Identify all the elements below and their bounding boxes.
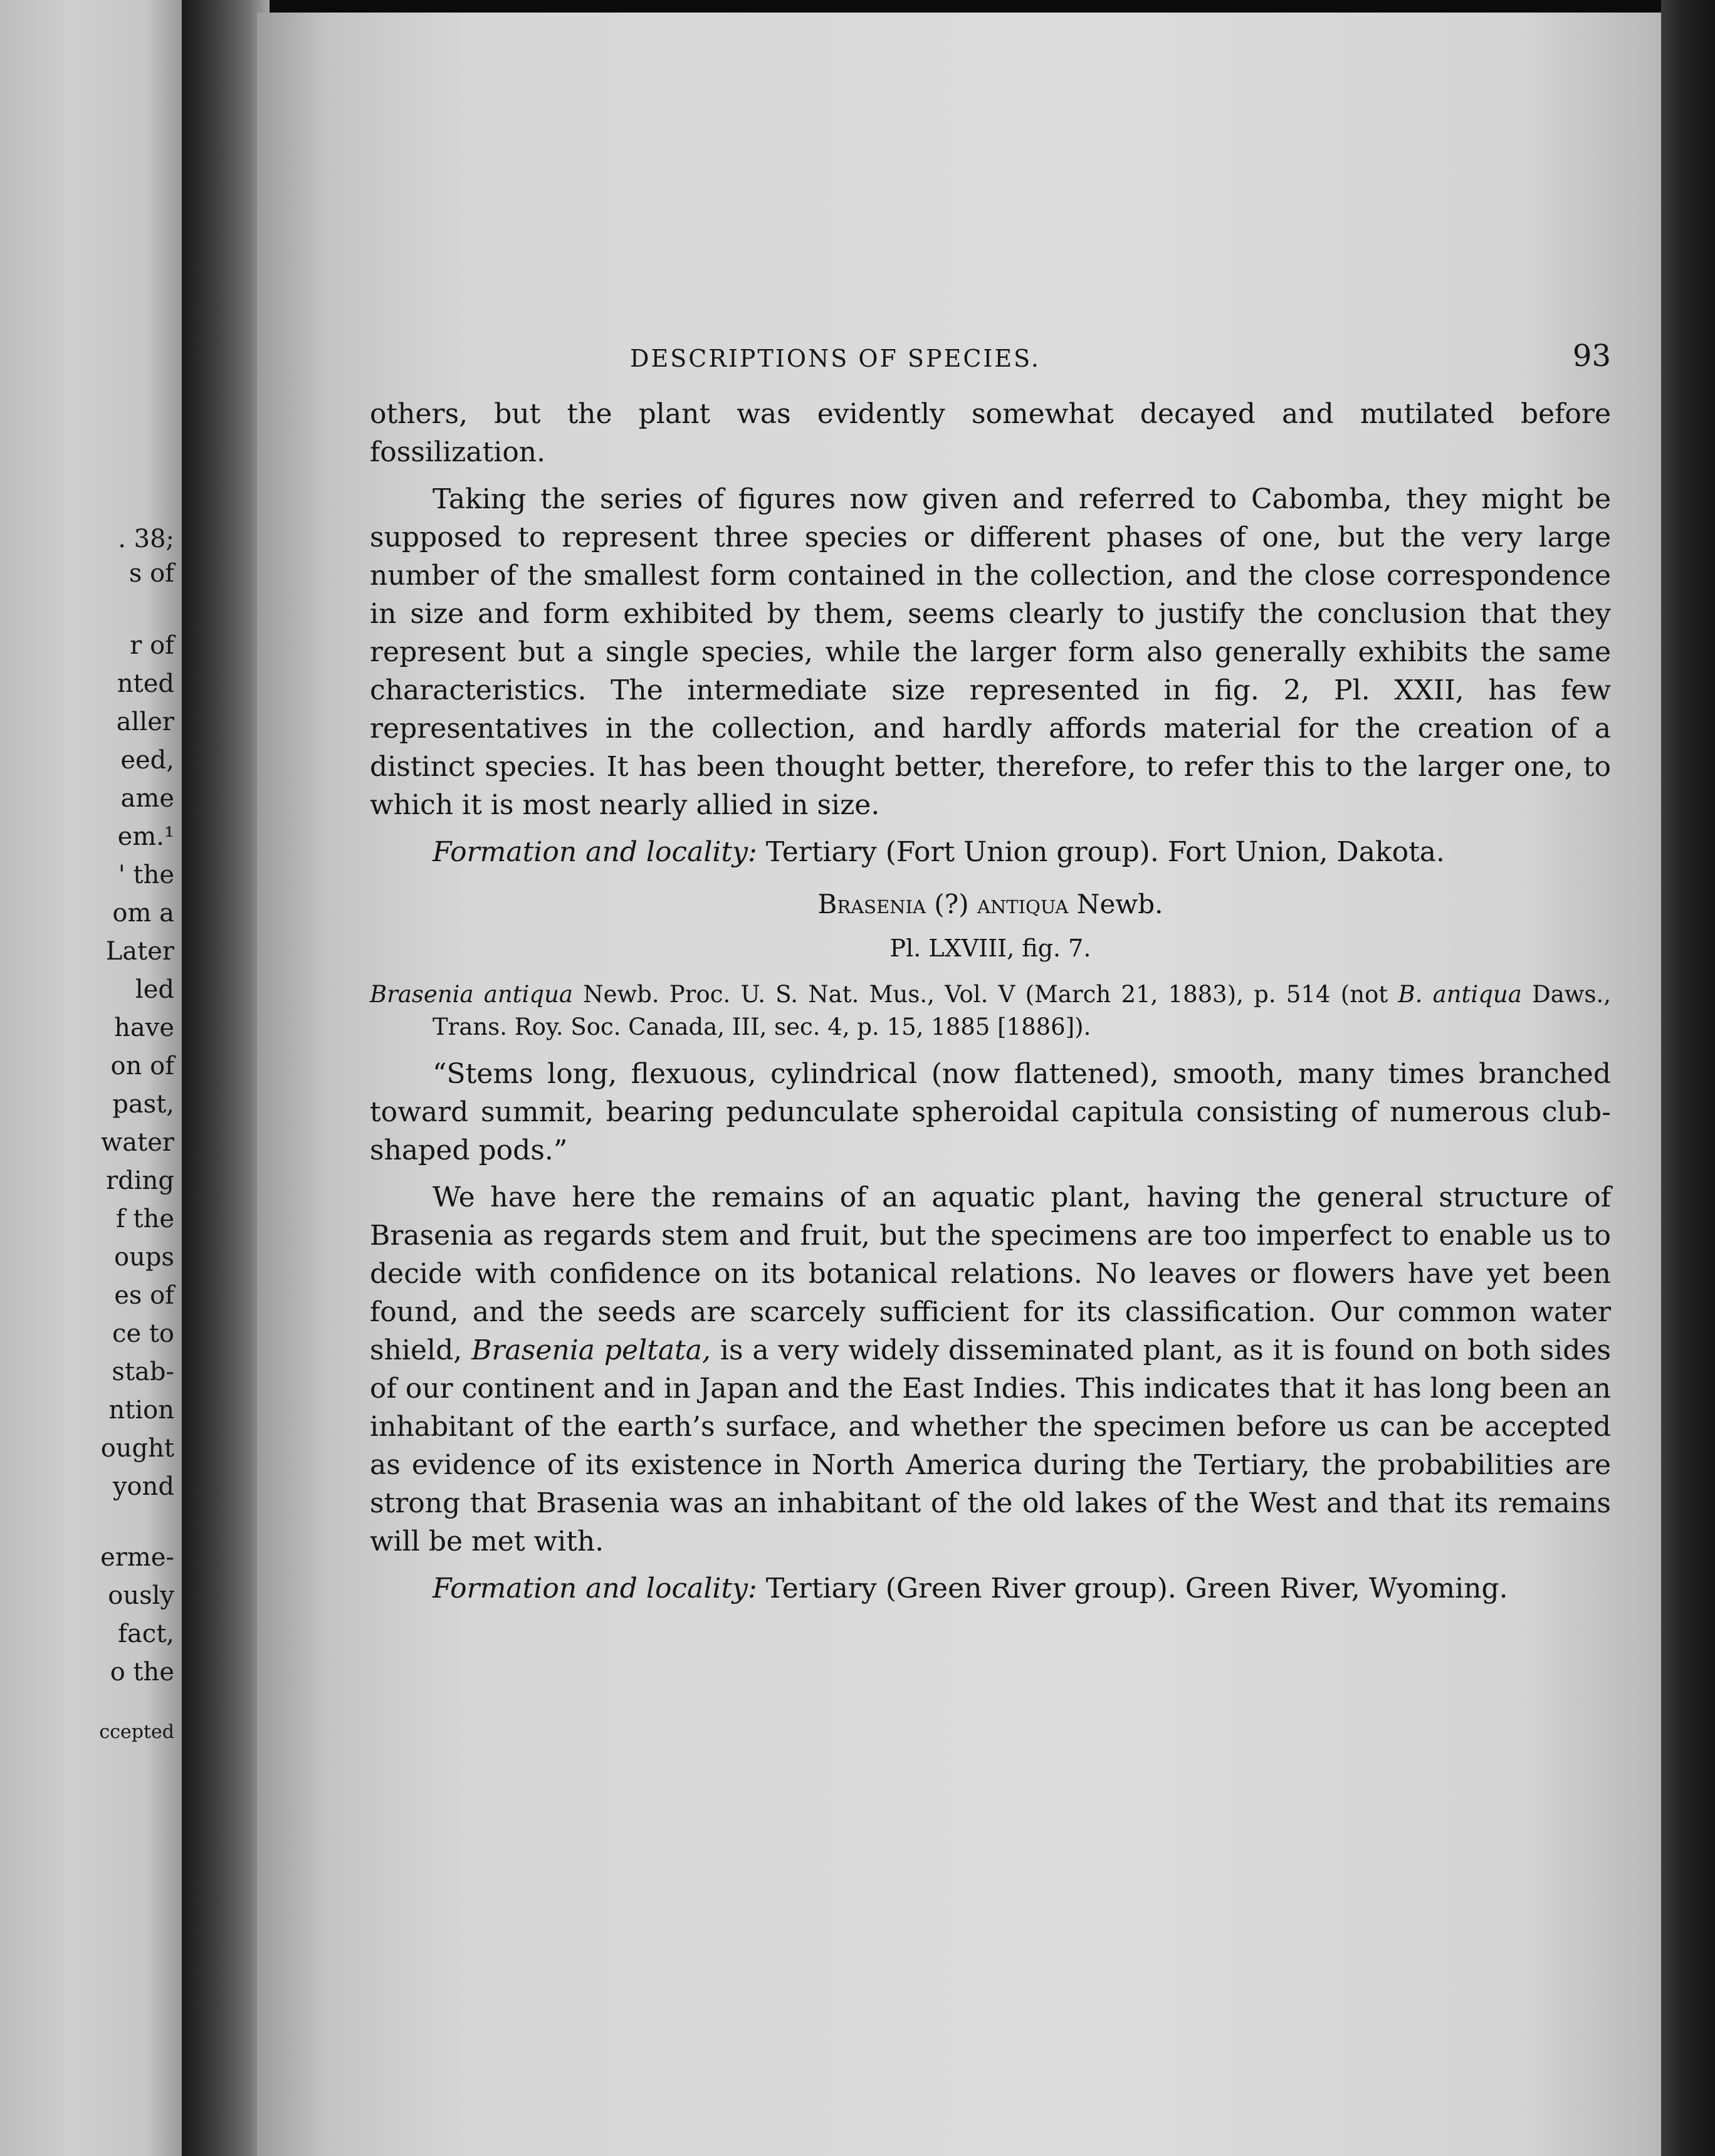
book-page xyxy=(257,13,1661,2156)
citation-name-2: B. antiqua xyxy=(1398,981,1522,1008)
formation-label-2: Formation and locality: xyxy=(433,1573,757,1604)
citation-text-1: Newb. Proc. U. S. Nat. Mus., Vol. V (March 21, 1883), p. 514 (not xyxy=(572,981,1398,1008)
facing-page-line: fact, xyxy=(118,1620,174,1648)
paragraph-cabomba-discussion: Taking the series of figures now given and referred to Cabomba, they might be supposed to represent three species or different phases of one, but the very large number of the smallest form contained in the collection, and the close correspondence in size and form exhibited by them, seems clearly to justify the conclusion that they represent but a single species, while the larger form also generally exhibits the same characteristics. The intermediate size represented in fig. 2, Pl. XXII, has few representatives in the collection, and hardly affords material for the creation of a distinct species. It has been thought better, therefore, to refer this to the larger one, to which it is most nearly allied in size. xyxy=(370,483,1611,821)
facing-page-line: Later xyxy=(105,937,174,966)
facing-page-line: rding xyxy=(106,1166,174,1195)
facing-page-line: em.¹ xyxy=(117,822,174,851)
synonymy-citation xyxy=(370,978,1611,1044)
facing-page-line: om a xyxy=(112,899,174,928)
species-mark: (?) xyxy=(925,889,977,919)
facing-page-line: r of xyxy=(130,631,174,660)
book-gutter xyxy=(182,0,270,2156)
formation-locality-brasenia xyxy=(370,1569,1611,1608)
citation-name: Brasenia antiqua xyxy=(370,981,573,1008)
facing-page xyxy=(0,0,182,2156)
formation-text: Tertiary (Fort Union group). Fort Union, Dakota. xyxy=(757,836,1445,868)
species-author: Newb. xyxy=(1068,889,1163,919)
species-epithet: antiqua xyxy=(977,889,1069,919)
facing-page-line: yond xyxy=(112,1472,174,1501)
page-edge xyxy=(1661,0,1715,2156)
species-heading xyxy=(370,889,1611,919)
facing-page-footnote: ccepted xyxy=(99,1721,174,1743)
paragraph-brasenia-discussion xyxy=(370,1178,1611,1561)
brasenia-text-b: is a very widely disseminated plant, as it is found on both sides of our continent and in Japan and the East Indies. This indicates that it has long been an inhabitant of the earth’s surface, and whether the specimen before us can be accepted as evidence of its existence in North America during the Tertiary, the probabilities are strong that Brasenia was an inhabitant of the old lakes of the West and that its remains will be met with. xyxy=(370,1334,1611,1557)
facing-page-line: ce to xyxy=(112,1319,174,1348)
formation-text-2: Tertiary (Green River group). Green River, Wyoming. xyxy=(757,1573,1508,1604)
facing-page-line: on of xyxy=(110,1052,174,1081)
facing-page-line: stab- xyxy=(112,1358,174,1386)
facing-page-line: o the xyxy=(110,1658,174,1687)
brasenia-peltata: Brasenia peltata, xyxy=(471,1334,711,1366)
facing-page-line: ntion xyxy=(108,1396,174,1425)
running-head xyxy=(370,338,1611,382)
facing-page-line: ame xyxy=(120,784,174,813)
brasenia-text-a: We have here the remains of an aquatic plant, having the general structure of Brasenia as regards stem and fruit, but the specimens are too imperfect to enable us to decide with confidence on its botanical relations. No leaves or flowers have yet been found, and the seeds are scarcely sufficient for its classification. Our common water shield, xyxy=(370,1181,1611,1366)
facing-page-line: led xyxy=(135,975,174,1004)
facing-page-line: ' the xyxy=(118,861,174,889)
species-genus: Brasenia xyxy=(817,889,926,919)
facing-page-line: oups xyxy=(114,1243,174,1272)
facing-page-line: ously xyxy=(108,1581,174,1610)
facing-page-line: s of xyxy=(128,559,174,588)
facing-page-line: ought xyxy=(100,1434,174,1463)
page-number: 93 xyxy=(1572,338,1611,374)
description-quote: “Stems long, flexuous, cylindrical (now flattened), smooth, many times branched toward summit, bearing pedunculate spheroidal capitula consisting of numerous club-shaped pods.” xyxy=(370,1058,1611,1166)
facing-page-line: eed, xyxy=(120,746,174,775)
formation-locality-cabomba xyxy=(370,833,1611,871)
facing-page-line: es of xyxy=(114,1281,174,1310)
plate-reference: Pl. LXVIII, fig. 7. xyxy=(889,934,1091,962)
facing-page-line: nted xyxy=(117,669,174,698)
facing-page-line: erme- xyxy=(100,1543,174,1572)
facing-page-line: f the xyxy=(115,1205,174,1233)
citation-text-2: Daws., Trans. Roy. Soc. Canada, III, sec. 4, p. 15, 1885 [1886]). xyxy=(433,981,1611,1040)
facing-page-line: have xyxy=(114,1013,174,1042)
facing-page-line: aller xyxy=(116,708,174,736)
paragraph-continuation: others, but the plant was evidently somewhat decayed and mutilated before fossilization. xyxy=(370,398,1611,468)
running-head-title: DESCRIPTIONS OF SPECIES. xyxy=(630,345,1041,372)
facing-page-line: past, xyxy=(112,1090,174,1119)
facing-page-line: . 38; xyxy=(118,525,174,553)
page-text-block xyxy=(370,338,1611,1608)
formation-label: Formation and locality: xyxy=(433,836,757,868)
facing-page-line: water xyxy=(101,1128,174,1157)
